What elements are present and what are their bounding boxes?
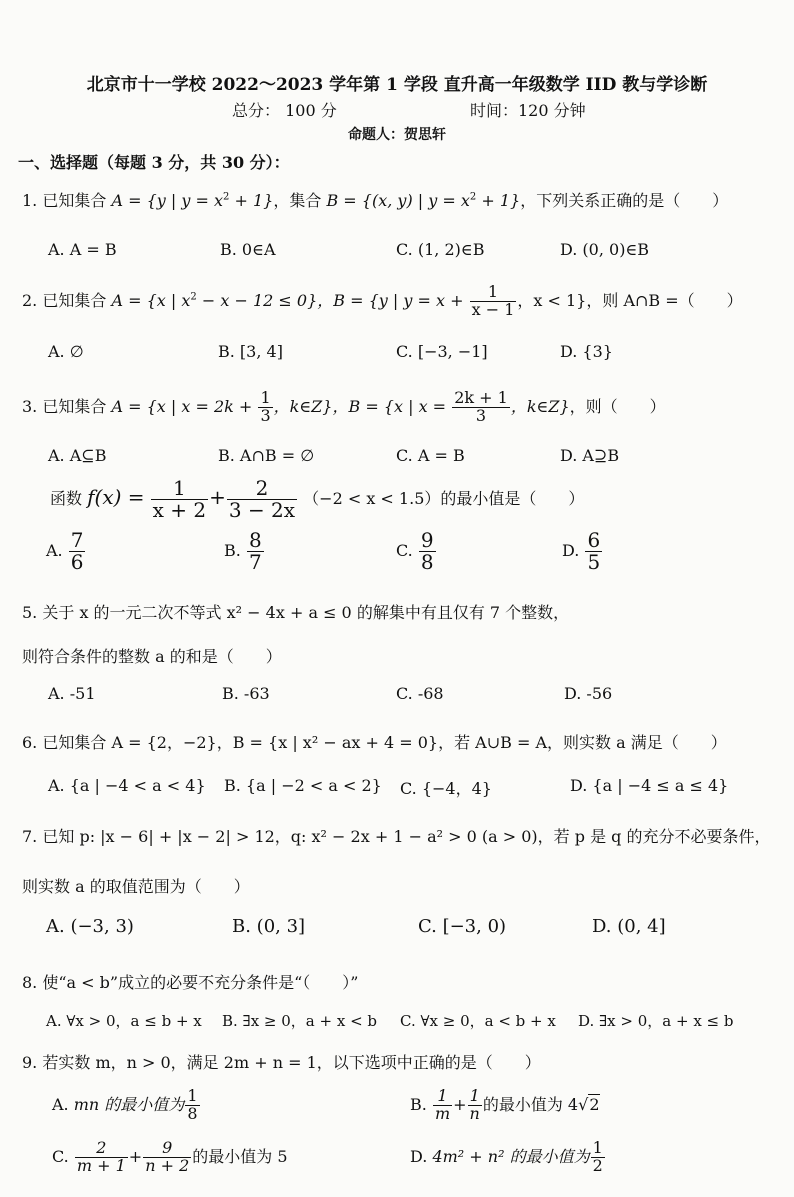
question-8	[22, 970, 358, 993]
sqrt-radicand: 2	[589, 1094, 600, 1114]
question-2: 2. 已知集合 A = {x | $x^2 - x - 12 \le 0$}，B = {y | y = x + $\frac{1}{x - 1}$ ，x < 1}，则 A∩B =（ ）	[22, 282, 743, 319]
option-b[interactable]: B. 0∈A	[220, 240, 276, 259]
option-b[interactable]: B. $\frac{8}{7}$	[224, 528, 262, 574]
option-c[interactable]: C. [−3, −1]	[396, 342, 488, 361]
fraction: $\frac{9}{8}$	[420, 528, 434, 574]
option-d[interactable]: D. 4m² + n² 的最小值为 $\frac{1}{2}$	[410, 1138, 603, 1175]
option-b[interactable]: B. A∩B = ∅	[218, 446, 315, 465]
option-a[interactable]: A. A = B	[48, 240, 117, 259]
question-number: 9.	[22, 1053, 38, 1072]
question-text: 已知集合 A = {2，−2}，B = {x | x² − ax + 4 = 0}，若 A∪B = A，则实数 a 满足（ ）	[42, 733, 727, 752]
fraction: $\frac{1}{2}$	[592, 1138, 603, 1175]
fraction: $\frac{2}{m + 1}$	[76, 1138, 126, 1175]
question-text: ，则（ ）	[569, 396, 666, 416]
question-text: 已知集合	[42, 191, 107, 210]
question-number: 1.	[22, 191, 38, 210]
question-number: 8.	[22, 973, 38, 992]
option-d[interactable]: D. {3}	[560, 342, 613, 361]
option-c[interactable]: C. ∀x ≥ 0，a < b + x	[400, 1012, 556, 1030]
question-number: 5.	[22, 603, 38, 622]
question-number: 3.	[22, 396, 38, 416]
option-a[interactable]: A. A⊆B	[48, 446, 107, 465]
option-d[interactable]: D. -56	[564, 684, 613, 703]
option-a[interactable]: A. -51	[48, 684, 96, 703]
question-5-line-2: 则符合条件的整数 a 的和是（ ）	[22, 647, 282, 666]
option-a[interactable]: A. ∀x > 0，a ≤ b + x	[46, 1012, 202, 1030]
set-b-expr: B = {(x, y) | y = x	[326, 191, 470, 210]
set-b-expr-end: ，k∈Z}	[510, 396, 570, 416]
fraction: $\frac{6}{5}$	[587, 528, 601, 574]
fraction: $\frac{1}{n}$	[469, 1086, 480, 1123]
fraction: $\frac{7}{6}$	[70, 528, 84, 574]
plus-sign: +	[209, 485, 226, 509]
fraction: $\frac{1}{3}$	[260, 388, 271, 425]
option-d[interactable]: D. A⊇B	[560, 446, 620, 465]
exam-author: 命题人：贺思轩	[348, 127, 446, 143]
fraction: $\frac{1}{m}$	[434, 1086, 451, 1123]
option-c[interactable]: C. $\frac{9}{8}$	[396, 528, 434, 574]
question-1: 1. 已知集合 A = {y | $y = x^2 + 1$}，集合 B = {(x, y) | $y = x^2 + 1$}，下列关系正确的是（ ）	[22, 191, 729, 210]
question-text: ，集合	[273, 191, 322, 210]
set-b-expr: ，B = {y | y = x +	[317, 290, 464, 310]
fraction: $\frac{1}{8}$	[187, 1086, 198, 1123]
fraction: $\frac{8}{7}$	[248, 528, 262, 574]
option-c[interactable]: C. $\frac{2}{m + 1}$ + $\frac{9}{n + 2}$ 的最小值为 5	[52, 1138, 288, 1175]
set-a-expr-end: ，k∈Z}	[273, 396, 333, 416]
option-b[interactable]: B. [3, 4]	[218, 342, 283, 361]
option-c[interactable]: C. [−3, 0)	[418, 916, 507, 937]
fraction: $\frac{9}{n + 2}$	[145, 1138, 190, 1175]
question-5	[22, 600, 569, 623]
option-d[interactable]: D. (0, 0)∈B	[560, 240, 650, 259]
option-a[interactable]: A. {a | −4 < a < 4}	[48, 776, 206, 795]
option-d[interactable]: D. {a | −4 ≤ a ≤ 4}	[570, 776, 729, 795]
question-text: 函数	[50, 489, 83, 508]
option-b[interactable]: B. ∃x ≥ 0，a + x < b	[222, 1012, 378, 1030]
question-7-line-2: 则实数 a 的取值范围为（ ）	[22, 877, 250, 896]
set-b-expr: ，B = {x | x =	[332, 396, 447, 416]
question-text: （−2 < x < 1.5）的最小值是（ ）	[303, 489, 585, 508]
option-d[interactable]: D. ∃x > 0，a + x ≤ b	[578, 1012, 734, 1030]
question-9	[22, 1050, 541, 1073]
set-b-expr-end: + 1}	[476, 191, 521, 210]
question-6	[22, 730, 727, 753]
set-a-expr: A = {y | y = x	[111, 191, 224, 210]
question-text: 使“a < b”成立的必要不充分条件是“（ ）”	[42, 973, 359, 992]
set-a-expr-end: + 1}	[229, 191, 274, 210]
question-text: ，下列关系正确的是（ ）	[520, 191, 729, 210]
question-text: 已知 p: |x − 6| + |x − 2| > 12，q: x² − 2x + 1 − a² > 0 (a > 0)，若 p 是 q 的充分不必要条件，	[42, 827, 771, 846]
question-number: 7.	[22, 827, 38, 846]
fraction: $\frac{1}{x - 1}$	[471, 282, 515, 319]
question-text: 关于 x 的一元二次不等式 x² − 4x + a ≤ 0 的解集中有且仅有 7 个整数，	[42, 603, 570, 622]
section-heading: 一、选择题（每题 3 分，共 30 分）：	[18, 153, 290, 172]
function-expr: f(x) =	[87, 485, 145, 509]
option-a[interactable]: A. ∅	[48, 342, 84, 361]
option-b[interactable]: B. $\frac{1}{m}$ + $\frac{1}{n}$ 的最小值为 4√2	[410, 1086, 600, 1123]
set-a-expr: A = {x | x	[111, 290, 191, 310]
total-score: 总分： 100 分	[232, 101, 337, 120]
question-text: 已知集合	[42, 290, 107, 310]
question-text: 若实数 m，n > 0，满足 2m + n = 1，以下选项中正确的是（ ）	[42, 1053, 541, 1072]
question-number: 6.	[22, 733, 38, 752]
exam-title: 北京市十一学校 2022～2023 学年第 1 学段 直升高一年级数学 IID 教与学诊断	[86, 75, 708, 95]
exam-time: 时间：120 分钟	[470, 101, 586, 120]
option-c[interactable]: C. {−4，4}	[400, 779, 492, 798]
question-3	[22, 390, 666, 425]
question-text: 已知集合	[42, 396, 107, 416]
option-d[interactable]: D. $\frac{6}{5}$	[562, 528, 601, 574]
question-4	[50, 478, 584, 521]
question-text: ，x < 1}，则 A∩B =（ ）	[517, 290, 743, 310]
option-b[interactable]: B. {a | −2 < a < 2}	[224, 776, 382, 795]
option-b[interactable]: B. (0, 3]	[232, 916, 306, 937]
option-a[interactable]: A. mn 的最小值为 $\frac{1}{8}$	[52, 1086, 198, 1123]
set-a-expr: A = {x | x = 2k +	[111, 396, 253, 416]
option-c[interactable]: C. A = B	[396, 446, 465, 465]
fraction: $\frac{1}{x + 2}$	[152, 476, 207, 522]
option-a[interactable]: A. $\frac{7}{6}$	[46, 528, 84, 574]
option-b[interactable]: B. -63	[222, 684, 270, 703]
fraction: $\frac{2}{3 - 2x}$	[228, 476, 296, 522]
fraction: $\frac{2k + 1}{3}$	[454, 388, 508, 425]
option-c[interactable]: C. -68	[396, 684, 444, 703]
question-number: 2.	[22, 290, 38, 310]
question-7	[22, 824, 771, 847]
set-a-expr-end: − x − 12 ≤ 0}	[196, 290, 318, 310]
option-c[interactable]: C. (1, 2)∈B	[396, 240, 485, 259]
option-a[interactable]: A. (−3, 3)	[46, 916, 134, 937]
option-d[interactable]: D. (0, 4]	[592, 916, 666, 937]
